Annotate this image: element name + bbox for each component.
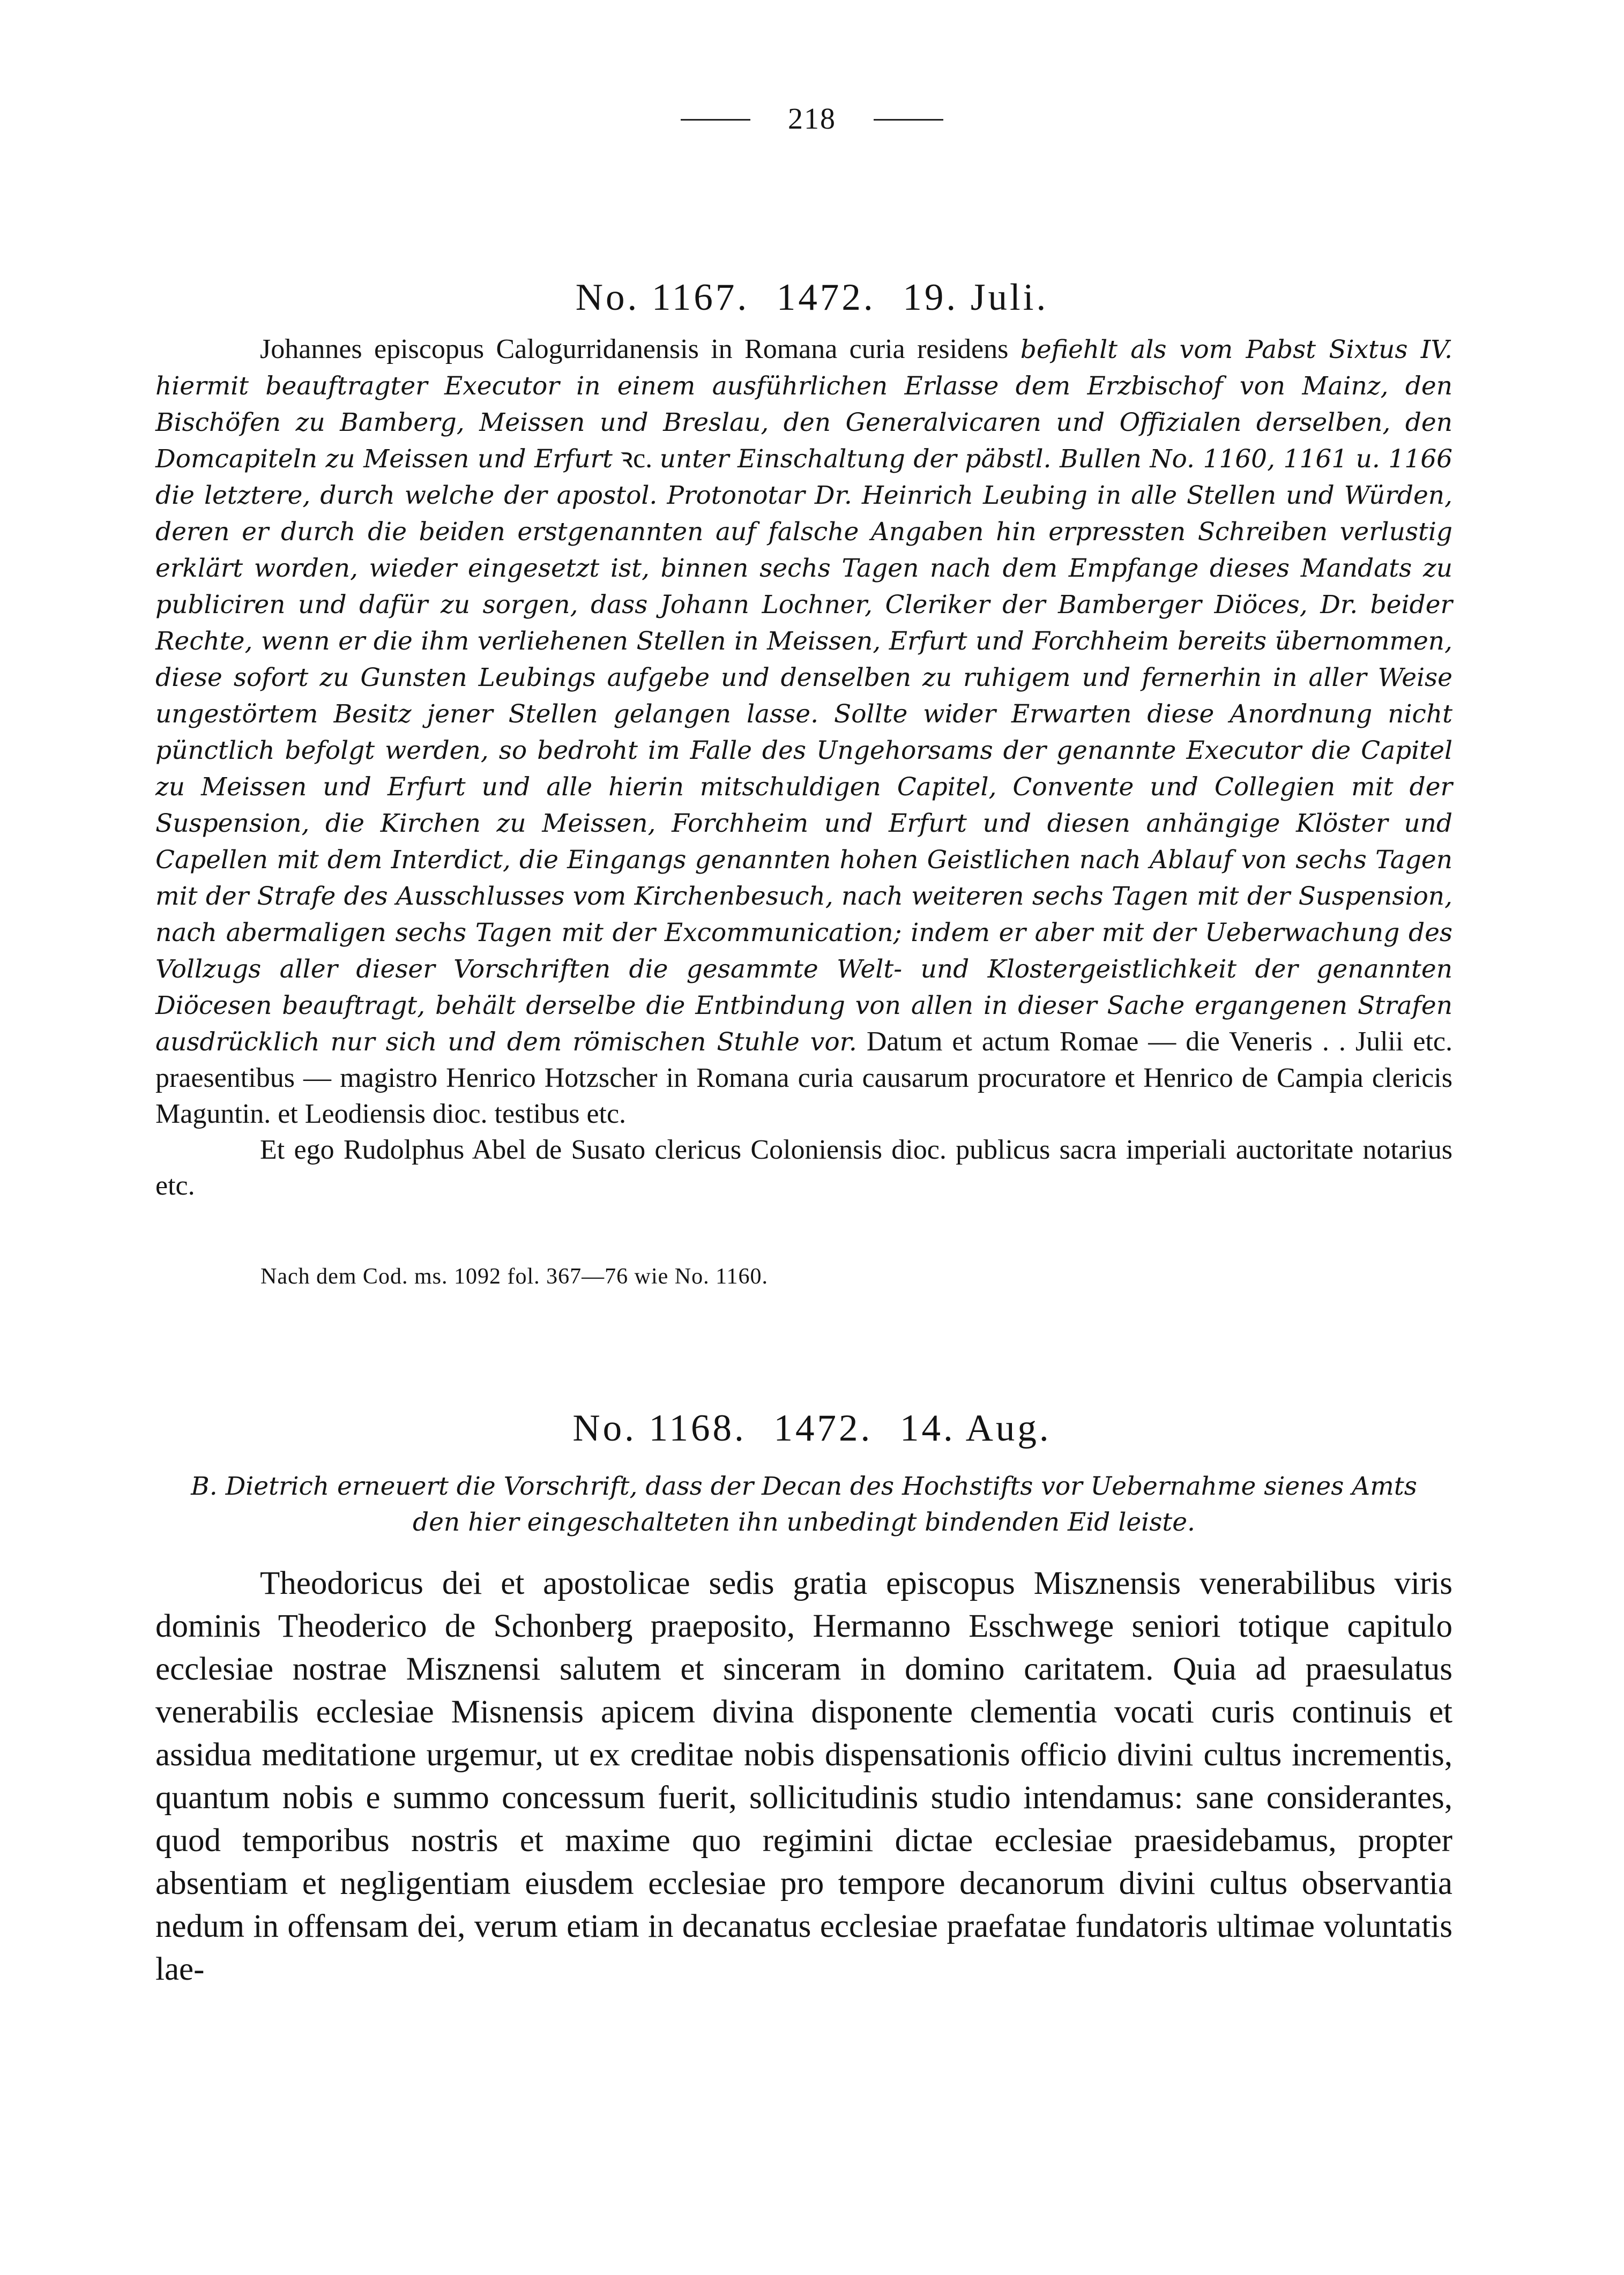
doc-1167-source-note: Nach dem Cod. ms. 1092 fol. 367—76 wie No. 1160. [260,1264,769,1289]
doc-1167-notary: Et ego Rudolphus Abel de Susato clericus Coloniensis dioc. publicus sacra imperiali auctoritate notarius etc. [155,1135,1452,1201]
doc-1168-summary-line-1: B. Dietrich erneuert die Vorschrift, dass der Decan des Hochstifts vor Uebernahme sienes Amts [191,1472,1417,1501]
doc-1167-abstract [155,331,1452,1204]
doc-1167-regest [155,331,1452,1132]
doc-1167-heading [0,271,1624,324]
doc-1167-german-abstract: befiehlt als vom Pabst Sixtus IV. hiermit beauftragter Executor in einem ausführlichen Erlasse dem Erzbischof von Mainz, den Bischöfen zu Bamberg, Meissen und Breslau, den Generalvicaren und Offizialen derselben, den Domcapiteln zu Meissen und Erfurt [155,335,1452,474]
doc-1168-date: 14. Aug. [900,1407,1052,1449]
doc-1167-date: 19. Juli. [903,277,1049,318]
page-number-rule-left [681,119,750,121]
doc-1167-latin-closing: Datum et actum Romae — die Veneris . . Julii etc. praesentibus — magistro Henrico Hotzscher in Romana curia causarum procuratore et Henrico de Campia clericis Maguntin. et Leodiensis dioc. testibus etc. [155,1026,1453,1129]
doc-1168-summary [155,1468,1452,1540]
page-number [0,98,1624,140]
page-number-rule-right [874,119,943,121]
doc-1168-number: No. 1168. [572,1407,747,1449]
doc-1167-latin-intro: Johannes episcopus Calogurridanensis in Romana curia residens [260,334,1009,364]
doc-1168-heading [0,1401,1624,1455]
doc-1167-etc-mark: ꝛc. [612,443,660,474]
page-number-value: 218 [788,102,836,136]
doc-1168-year: 1472. [773,1407,873,1449]
doc-1167-number: No. 1167. [575,277,750,318]
doc-1168-summary-line-2: den hier eingeschalteten ihn unbedingt bindenden Eid leiste. [413,1508,1195,1537]
doc-1168-text [155,1562,1452,1991]
doc-1168-paragraph: Theodoricus dei et apostolicae sedis gratia episcopus Misznensis venerabilibus viris dominis Theoderico de Schonberg praeposito, Hermanno Esschwege seniori totique capitulo ecclesiae nostrae Misznensi salutem et sinceram in domino caritatem. Quia ad praesulatus venerabilis ecclesiae Misnensis apicem divina disponente clementia vocati curis continuis et assidua meditatione urgemur, ut ex creditae nobis dispensationis officio divini cultus incrementis, quantum nobis e summo concessum fuerit, sollicitudinis studio intendamus: sane considerantes, quod temporibus nostris et maxime quo regimini dictae ecclesiae praesidebamus, propter absentiam et negligentiam eiusdem ecclesiae pro tempore decanorum divini cultus observantia nedum in offensam dei, verum etiam in decanatus ecclesiae praefatae fundatoris ultimae voluntatis lae- [155,1565,1452,1987]
doc-1167-german-abstract-2: unter Einschaltung der päbstl. Bullen No. 1160, 1161 u. 1166 die letztere, durch welche der apostol. Protonotar Dr. Heinrich Leubing in alle Stellen und Würden, deren er durch die beiden erstgenannten auf falsche Angaben hin erpressten Schreiben verlustig erklärt worden, wieder eingesetzt ist, binnen sechs Tagen nach dem Empfange dieses Mandats zu publiciren und dafür zu sorgen, dass Johann Lochner, Cleriker der Bamberger Diöces, Dr. beider Rechte, wenn er die ihm verliehenen Stellen in Meissen, Erfurt und Forchheim bereits übernommen, diese sofort zu Gunsten Leubings aufgebe und denselben zu ruhigem und fernerhin in aller Weise ungestörtem Besitz jener Stellen gelangen lasse. Sollte wider Erwarten diese Anordnung nicht pünctlich befolgt werden, so bedroht im Falle des Ungehorsams der genannte Executor die Capitel zu Meissen und Erfurt und alle hierin mitschuldigen Capitel, Convente und Collegien mit der Suspension, die Kirchen zu Meissen, Forchheim und Erfurt und diesen anhängige Klöster und Capellen mit dem Interdict, die Eingangs genannten hohen Geistlichen nach Ablauf von sechs Tagen mit der Strafe des Ausschlusses vom Kirchenbesuch, nach weiteren sechs Tagen mit der Suspension, nach abermaligen sechs Tagen mit der Excommunication; indem er aber mit der Ueberwachung des Vollzugs aller dieser Vorschriften die gesammte Welt- und Klostergeistlichkeit der genannten Diöcesen beauftragt, behält derselbe die Entbindung von allen in dieser Sache ergangenen Strafen ausdrücklich nur sich und dem römischen Stuhle vor. [155,444,1453,1057]
doc-1167-year: 1472. [776,277,876,318]
